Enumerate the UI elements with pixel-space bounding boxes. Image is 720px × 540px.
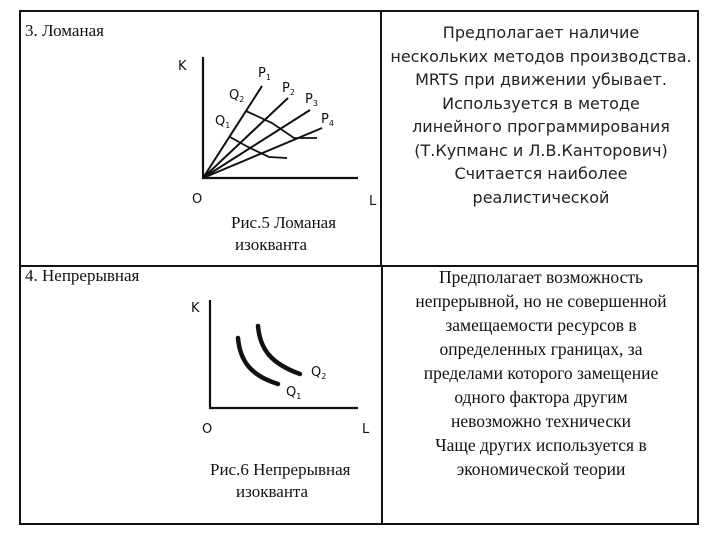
ray-label-p3: $P_3$ (305, 92, 318, 108)
origin-label: O (192, 192, 203, 207)
figure-6-caption-line-1: Рис.6 Непрерывная (210, 460, 351, 479)
isoquant-curve-q2 (258, 326, 300, 374)
row-4-desc-line-9: экономической теории (456, 459, 626, 479)
row-4-desc-line-7: невозможно технически (451, 411, 631, 431)
figure-5-broken-isoquant (170, 45, 380, 215)
isoquant-label-q1: $Q_1$ (286, 385, 302, 401)
column-divider-row4 (381, 265, 383, 525)
figure-5-caption (231, 212, 336, 256)
axis-lines (203, 57, 358, 178)
ray-label-p2: $P_2$ (282, 81, 295, 97)
ray-label-p1: $P_1$ (258, 66, 271, 82)
row-4-desc-line-8: Чаще других используется в (435, 435, 647, 455)
row-4-desc-line-3: замещаемости ресурсов в (445, 315, 637, 335)
row-3-desc-line-5: линейного программирования (412, 117, 670, 136)
isoquant-label-q1: $Q_1$ (215, 114, 231, 130)
row-4-title: 4. Непрерывная (25, 266, 140, 285)
row-4-desc-line-6: одного фактора другим (454, 387, 628, 407)
row-4-desc-line-2: непрерывной, но не совершенной (415, 291, 667, 311)
ray-label-p4: $P_4$ (321, 112, 334, 128)
figure-6-continuous-isoquant (180, 290, 380, 440)
figure-6-caption (210, 459, 350, 503)
row-3-desc-line-2: нескольких методов производства. (390, 46, 692, 66)
axis-y-label: K (191, 301, 200, 316)
row-3-desc-line-7: Считается наиболее (454, 164, 628, 183)
row-3-desc-line-8: реалистической (472, 187, 610, 207)
figure-5-caption-line-1: Рис.5 Ломаная (231, 213, 337, 232)
row-3-desc-line-3: MRTS при движении убывает. (415, 70, 667, 89)
axis-x-label: L (362, 422, 370, 437)
row-4-desc-line-5: пределами которого замещение (423, 363, 659, 383)
isoquant-label-q2: $Q_2$ (229, 88, 245, 104)
isoquant-label-q2: $Q_2$ (311, 365, 327, 381)
axis-lines (210, 300, 358, 408)
axis-y-label: K (178, 59, 187, 74)
row-3-desc-line-1: Предполагает наличие (442, 23, 640, 42)
figure-6-caption-line-2: изокванта (236, 482, 309, 501)
axis-x-label: L (369, 194, 377, 209)
origin-label: O (202, 422, 213, 437)
row-4-description (386, 265, 696, 481)
row-4-desc-line-4: определенных границах, за (439, 339, 643, 359)
row-4-desc-line-1: Предполагает возможность (439, 267, 643, 287)
row-3-desc-line-6: (Т.Купманс и Л.В.Канторович) (414, 140, 668, 160)
row-3-title: 3. Ломаная (25, 21, 104, 40)
figure-5-caption-line-2: изокванта (235, 235, 308, 254)
row-3-desc-line-4: Используется в методе (442, 93, 640, 113)
row-3-description (386, 21, 696, 209)
column-divider-row3 (380, 10, 382, 265)
